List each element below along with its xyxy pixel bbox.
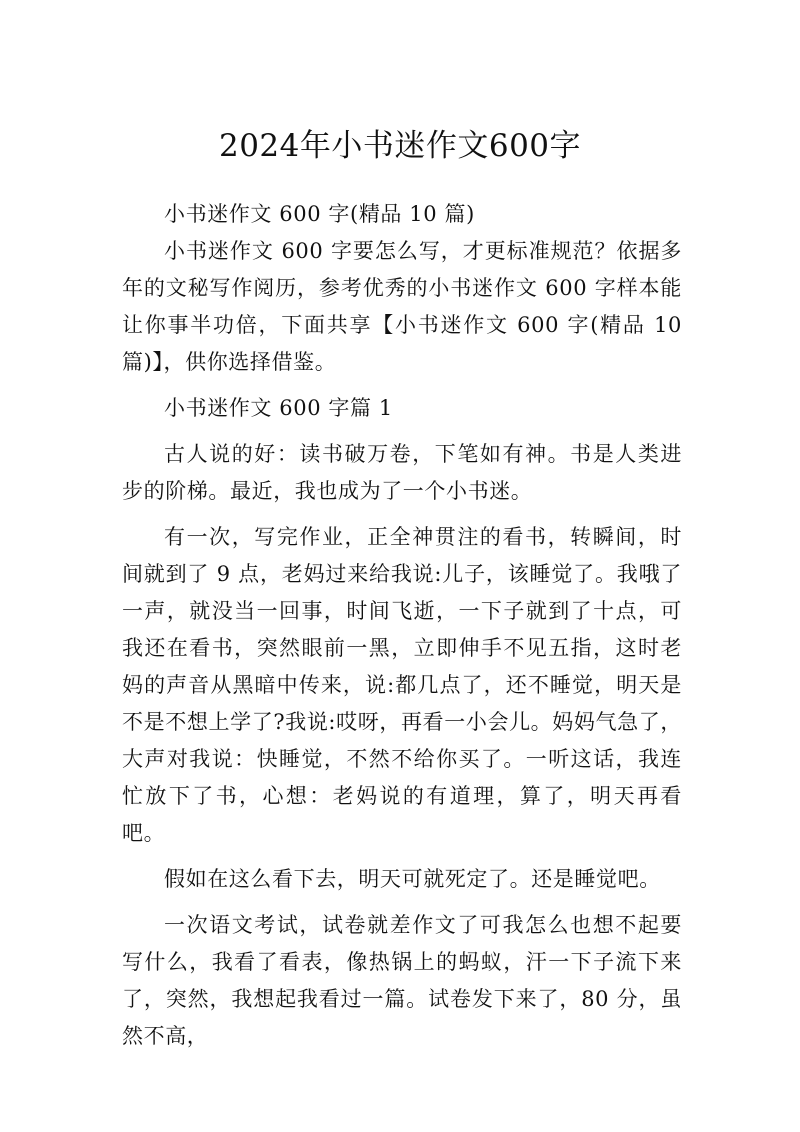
- section-heading: 小书迷作文 600 字篇 1: [164, 396, 393, 420]
- subtitle-paragraph: 小书迷作文 600 字(精品 10 篇): [164, 202, 475, 226]
- body-paragraph: 古人说的好：读书破万卷，下笔如有神。书是人类进步的阶梯。最近，我也成为了一个小书迷。: [122, 442, 682, 503]
- document-body: [122, 196, 682, 1055]
- document-title: 2024年小书迷作文600字: [218, 128, 582, 164]
- intro-paragraph: 小书迷作文 600 字要怎么写，才更标准规范？依据多年的文秘写作阅历，参考优秀的小书迷作文 600 字样本能让你事半功倍，下面共享【小书迷作文 600 字(精品 10 篇)】，供你选择借鉴。: [122, 239, 682, 374]
- body-paragraph: 一次语文考试，试卷就差作文了可我怎么也想不起要写什么，我看了看表，像热锅上的蚂蚁，汗一下子流下来了，突然，我想起我看过一篇。试卷发下来了，80 分，虽然不高，: [122, 913, 682, 1048]
- body-paragraph: 有一次，写完作业，正全神贯注的看书，转瞬间，时间就到了 9 点，老妈过来给我说:儿子，该睡觉了。我哦了一声，就没当一回事，时间飞逝，一下子就到了十点，可我还在看书，突然眼前一黑，立即伸手不见五指，这时老妈的声音从黑暗中传来，说:都几点了，还不睡觉，明天是不是不想上学了?我说:哎呀，再看一小会儿。妈妈气急了，大声对我说：快睡觉，不然不给你买了。一听这话，我连忙放下了书，心想：老妈说的有道理，算了，明天再看吧。: [122, 525, 682, 845]
- body-paragraph: 假如在这么看下去，明天可就死定了。还是睡觉吧。: [164, 867, 661, 891]
